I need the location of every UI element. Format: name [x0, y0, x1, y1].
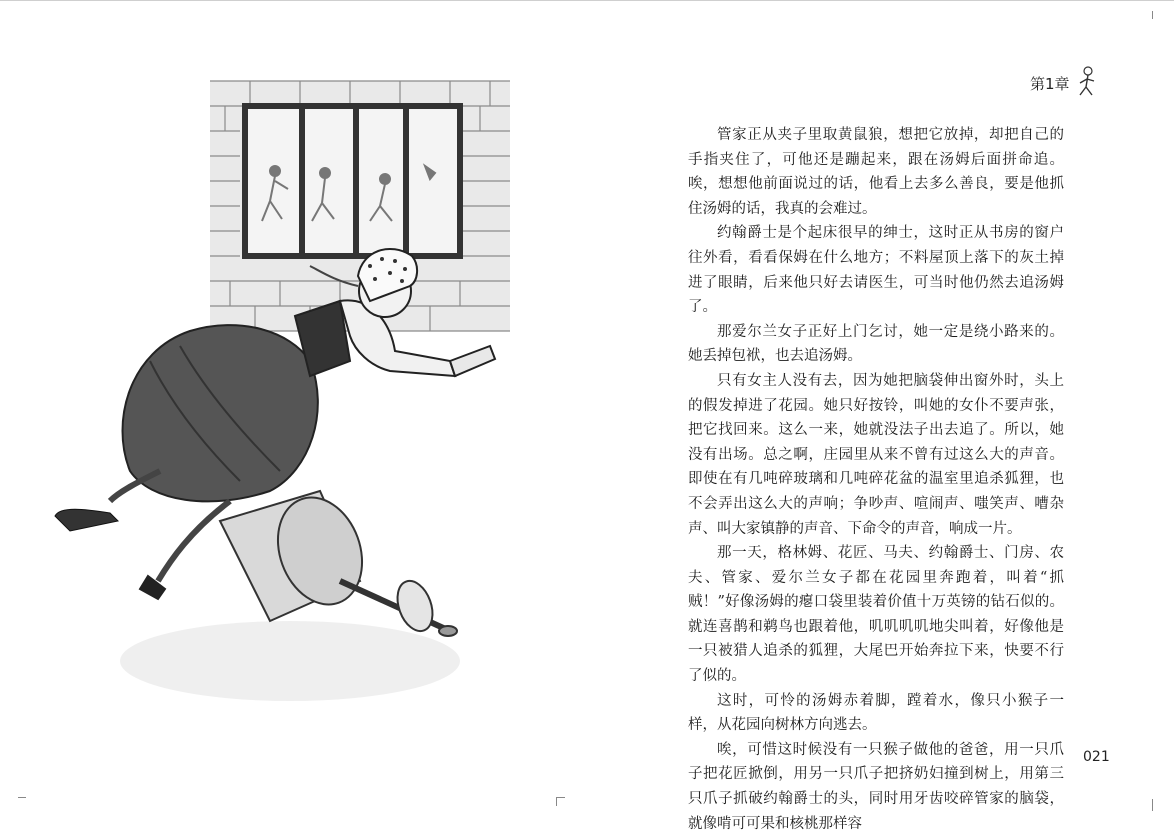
chapter-ornament-icon — [1074, 65, 1100, 99]
shoe — [55, 509, 118, 531]
paragraph: 唉，可惜这时候没有一只猴子做他的爸爸，用一只爪子把花匠掀倒，用另一只爪子把挤奶妇撞到树上，用第三只爪子抓破约翰爵士的头，同时用牙齿咬碎管家的脑袋，就像啃可可果和核桃那样容 — [688, 741, 1064, 832]
page-number: 021 — [1083, 749, 1110, 765]
crop-mark — [18, 797, 26, 806]
paragraph: 这时，可怜的汤姆赤着脚，蹚着水，像只小猴子一样，从花园向树林方向逃去。 — [688, 692, 1064, 734]
illustration — [40, 61, 600, 761]
barred-window — [245, 106, 460, 256]
paragraph: 管家正从夹子里取黄鼠狼，想把它放掉，却把自己的手指夹住了，可他还是蹦起来，跟在汤姆后面拼命追。唉，想想他前面说过的话，他看上去多么善良，要是他抓住汤姆的话，我真的会难过。 — [688, 127, 1064, 217]
chapter-heading: 第1章 — [1030, 75, 1070, 93]
butter-churn — [220, 486, 457, 636]
paragraph: 那爱尔兰女子正好上门乞讨，她一定是绕小路来的。她丢掉包袱，也去追汤姆。 — [688, 323, 1064, 365]
crop-mark — [1152, 11, 1161, 19]
paragraph: 那一天，格林姆、花匠、马夫、约翰爵士、门房、农夫、管家、爱尔兰女子都在花园里奔跑着，叫着“抓贼！”好像汤姆的瘪口袋里装着价值十万英镑的钻石似的。就连喜鹊和鹈鸟也跟着他，叽叽叽叽地尖叫着，好像他是一只被猎人追杀的狐狸，大尾巴开始奔拉下来，快要不行了似的。 — [688, 545, 1064, 685]
body-text — [688, 123, 1064, 836]
crop-mark — [556, 797, 565, 806]
paragraph: 约翰爵士是个起床很早的绅士，这时正从书房的窗户往外看，看看保姆在什么地方；不料屋顶上落下的灰土掉进了眼睛，后来他只好去请医生，可当时他仍然去追汤姆了。 — [688, 225, 1064, 316]
crop-mark — [1152, 799, 1161, 811]
paragraph: 只有女主人没有去，因为她把脑袋伸出窗外时，头上的假发掉进了花园。她只好按铃，叫她的女仆不要声张，把它找回来。这么一来，她就没法子出去追了。所以，她没有出场。总之啊，庄园里从来不曾有过这么大的声音。即使在有几吨碎玻璃和几吨碎花盆的温室里追杀狐狸，也不会弄出这么大的声响；争吵声、喧闹声、嗤笑声、嘈杂声、叫大家镇静的声音、下命令的声音，响成一片。 — [688, 372, 1064, 537]
